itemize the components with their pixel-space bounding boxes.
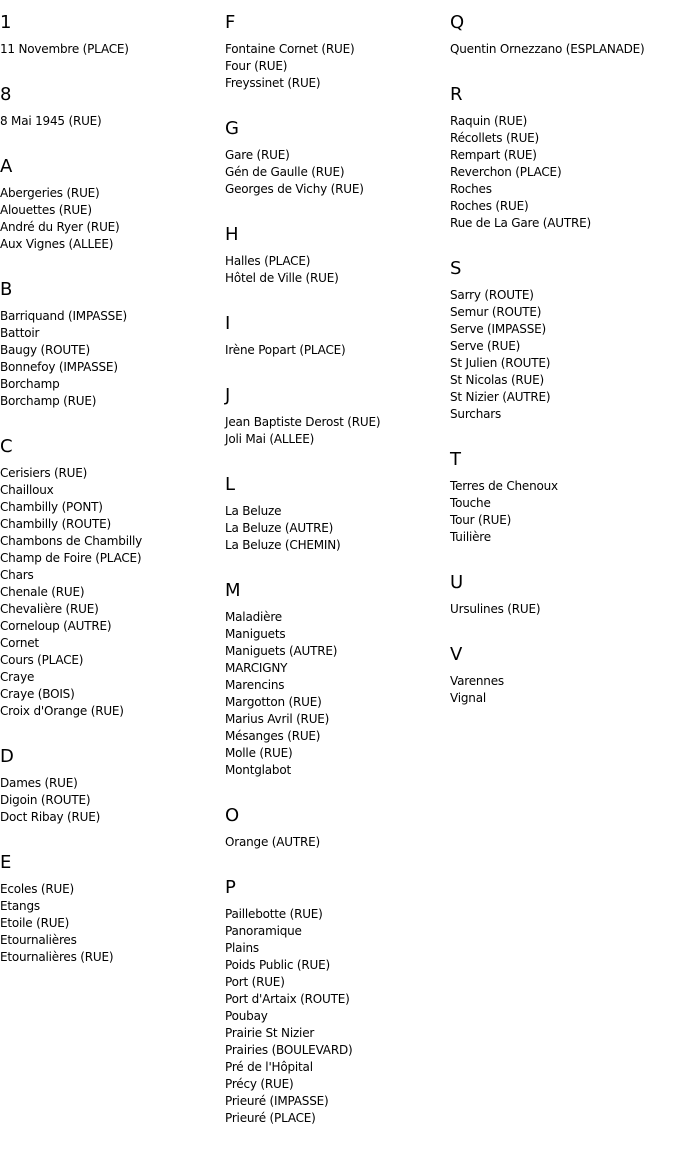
letter-heading: C — [0, 436, 13, 457]
street-item: Maniguets — [225, 627, 286, 641]
letter-heading: L — [225, 474, 236, 495]
letter-group — [450, 72, 672, 232]
letter-group — [0, 144, 222, 253]
letter-heading: S — [450, 258, 462, 279]
letter-heading: I — [225, 313, 231, 334]
street-item: St Julien (ROUTE) — [450, 356, 551, 370]
street-item: St Nizier (AUTRE) — [450, 390, 551, 404]
letter-heading: B — [0, 279, 13, 300]
street-item: Poubay — [225, 1009, 268, 1023]
letter-group — [0, 734, 222, 826]
street-list — [0, 308, 222, 410]
street-item: Four (RUE) — [225, 59, 288, 73]
street-item: Chenale (RUE) — [0, 585, 85, 599]
street-item: Baugy (ROUTE) — [0, 343, 90, 357]
street-item: Croix d'Orange (RUE) — [0, 704, 124, 718]
street-list — [450, 287, 672, 423]
letter-group — [225, 865, 447, 1127]
street-item: Varennes — [450, 674, 504, 688]
street-list — [225, 503, 447, 554]
street-item: Surchars — [450, 407, 502, 421]
street-item: Chambilly (ROUTE) — [0, 517, 112, 531]
letter-group — [0, 840, 222, 966]
street-item: Borchamp — [0, 377, 60, 391]
letter-group — [450, 246, 672, 423]
street-item: Etournalières (RUE) — [0, 950, 114, 964]
street-item: André du Ryer (RUE) — [0, 220, 120, 234]
index-column-2 — [225, 0, 447, 1141]
street-list — [225, 147, 447, 198]
street-item: Molle (RUE) — [225, 746, 293, 760]
street-item: Sarry (ROUTE) — [450, 288, 534, 302]
letter-heading: 1 — [0, 12, 12, 33]
street-list — [225, 834, 447, 851]
street-item: Gén de Gaulle (RUE) — [225, 165, 345, 179]
street-list — [0, 41, 222, 58]
letter-group — [225, 301, 447, 359]
letter-heading: U — [450, 572, 464, 593]
street-item: Serve (RUE) — [450, 339, 521, 353]
letter-group — [0, 267, 222, 410]
letter-heading: R — [450, 84, 463, 105]
letter-group — [450, 560, 672, 618]
street-item: Roches — [450, 182, 492, 196]
street-item: Chevalière (RUE) — [0, 602, 99, 616]
street-item: Aux Vignes (ALLEE) — [0, 237, 114, 251]
street-item: Etangs — [0, 899, 40, 913]
letter-heading: Q — [450, 12, 465, 33]
street-item: La Beluze — [225, 504, 282, 518]
index-column-3 — [450, 0, 672, 721]
street-item: Freyssinet (RUE) — [225, 76, 321, 90]
street-item: Craye (BOIS) — [0, 687, 75, 701]
letter-heading: M — [225, 580, 241, 601]
letter-group — [225, 212, 447, 287]
letter-group — [450, 0, 672, 58]
street-item: Port d'Artaix (ROUTE) — [225, 992, 350, 1006]
street-list — [225, 41, 447, 92]
street-item: Maladière — [225, 610, 282, 624]
street-item: Margotton (RUE) — [225, 695, 322, 709]
street-item: Panoramique — [225, 924, 302, 938]
street-item: MARCIGNY — [225, 661, 288, 675]
street-item: Mésanges (RUE) — [225, 729, 321, 743]
street-list — [0, 113, 222, 130]
street-item: La Beluze (AUTRE) — [225, 521, 334, 535]
letter-group — [225, 568, 447, 779]
letter-group — [225, 462, 447, 554]
street-item: Plains — [225, 941, 259, 955]
street-item: Roches (RUE) — [450, 199, 529, 213]
street-item: Semur (ROUTE) — [450, 305, 542, 319]
letter-heading: V — [450, 644, 463, 665]
street-item: Port (RUE) — [225, 975, 285, 989]
street-item: Prairie St Nizier — [225, 1026, 315, 1040]
letter-group — [225, 793, 447, 851]
street-item: La Beluze (CHEMIN) — [225, 538, 341, 552]
street-item: Fontaine Cornet (RUE) — [225, 42, 355, 56]
index-column-1 — [0, 0, 222, 980]
street-item: Récollets (RUE) — [450, 131, 540, 145]
street-list — [0, 185, 222, 253]
letter-group — [225, 373, 447, 448]
street-list — [225, 609, 447, 779]
street-item: Alouettes (RUE) — [0, 203, 92, 217]
street-item: Halles (PLACE) — [225, 254, 311, 268]
letter-heading: E — [0, 852, 12, 873]
street-item: Champ de Foire (PLACE) — [0, 551, 142, 565]
letter-group — [0, 424, 222, 720]
street-item: Cours (PLACE) — [0, 653, 84, 667]
street-item: Ecoles (RUE) — [0, 882, 74, 896]
street-item: Prairies (BOULEVARD) — [225, 1043, 353, 1057]
street-list — [225, 906, 447, 1127]
street-item: Prieuré (PLACE) — [225, 1111, 316, 1125]
street-item: Quentin Ornezzano (ESPLANADE) — [450, 42, 645, 56]
street-item: Chars — [0, 568, 34, 582]
letter-heading: A — [0, 156, 13, 177]
letter-heading: G — [225, 118, 239, 139]
street-item: Bonnefoy (IMPASSE) — [0, 360, 118, 374]
letter-heading: H — [225, 224, 239, 245]
letter-group — [450, 632, 672, 707]
street-item: Poids Public (RUE) — [225, 958, 330, 972]
street-item: Marius Avril (RUE) — [225, 712, 330, 726]
street-item: Digoin (ROUTE) — [0, 793, 91, 807]
street-list — [450, 601, 672, 618]
street-item: Chambilly (PONT) — [0, 500, 103, 514]
street-item: St Nicolas (RUE) — [450, 373, 545, 387]
letter-group — [0, 0, 222, 58]
letter-heading: F — [225, 12, 236, 33]
street-list — [0, 881, 222, 966]
letter-group — [225, 106, 447, 198]
street-item: Barriquand (IMPASSE) — [0, 309, 127, 323]
street-item: Chambons de Chambilly — [0, 534, 143, 548]
street-item: Serve (IMPASSE) — [450, 322, 546, 336]
letter-heading: 8 — [0, 84, 12, 105]
street-list — [225, 342, 447, 359]
street-item: Prieuré (IMPASSE) — [225, 1094, 329, 1108]
street-item: Terres de Chenoux — [450, 479, 558, 493]
street-item: Dames (RUE) — [0, 776, 78, 790]
street-item: Reverchon (PLACE) — [450, 165, 562, 179]
street-item: Vignal — [450, 691, 486, 705]
street-item: Borchamp (RUE) — [0, 394, 97, 408]
letter-group — [225, 0, 447, 92]
street-item: Orange (AUTRE) — [225, 835, 320, 849]
street-item: Cornet — [0, 636, 39, 650]
letter-heading: D — [0, 746, 14, 767]
street-item: 8 Mai 1945 (RUE) — [0, 114, 102, 128]
street-item: Craye — [0, 670, 35, 684]
street-list — [450, 673, 672, 707]
street-item: Etoile (RUE) — [0, 916, 70, 930]
street-item: Doct Ribay (RUE) — [0, 810, 101, 824]
street-item: Battoir — [0, 326, 40, 340]
street-item: Corneloup (AUTRE) — [0, 619, 112, 633]
street-item: Irène Popart (PLACE) — [225, 343, 346, 357]
street-item: Hôtel de Ville (RUE) — [225, 271, 339, 285]
street-item: Joli Mai (ALLEE) — [225, 432, 315, 446]
street-list — [450, 41, 672, 58]
street-item: Précy (RUE) — [225, 1077, 294, 1091]
street-item: Georges de Vichy (RUE) — [225, 182, 364, 196]
street-item: Rue de La Gare (AUTRE) — [450, 216, 591, 230]
street-list — [225, 253, 447, 287]
street-item: Pré de l'Hôpital — [225, 1060, 313, 1074]
street-list — [0, 775, 222, 826]
street-item: Maniguets (AUTRE) — [225, 644, 338, 658]
street-item: 11 Novembre (PLACE) — [0, 42, 129, 56]
street-item: Touche — [450, 496, 491, 510]
letter-heading: J — [225, 385, 231, 406]
letter-group — [450, 437, 672, 546]
street-item: Tuilière — [450, 530, 491, 544]
street-item: Paillebotte (RUE) — [225, 907, 323, 921]
street-item: Rempart (RUE) — [450, 148, 537, 162]
street-item: Cerisiers (RUE) — [0, 466, 88, 480]
street-list — [450, 478, 672, 546]
street-item: Gare (RUE) — [225, 148, 290, 162]
letter-heading: O — [225, 805, 240, 826]
street-item: Tour (RUE) — [450, 513, 512, 527]
street-item: Marencins — [225, 678, 285, 692]
street-item: Montglabot — [225, 763, 291, 777]
street-item: Abergeries (RUE) — [0, 186, 100, 200]
letter-heading: P — [225, 877, 236, 898]
street-list — [225, 414, 447, 448]
letter-group — [0, 72, 222, 130]
street-item: Etournalières — [0, 933, 77, 947]
street-item: Ursulines (RUE) — [450, 602, 541, 616]
street-item: Raquin (RUE) — [450, 114, 528, 128]
street-list — [450, 113, 672, 232]
street-item: Chailloux — [0, 483, 54, 497]
street-list — [0, 465, 222, 720]
letter-heading: T — [450, 449, 461, 470]
street-item: Jean Baptiste Derost (RUE) — [225, 415, 381, 429]
